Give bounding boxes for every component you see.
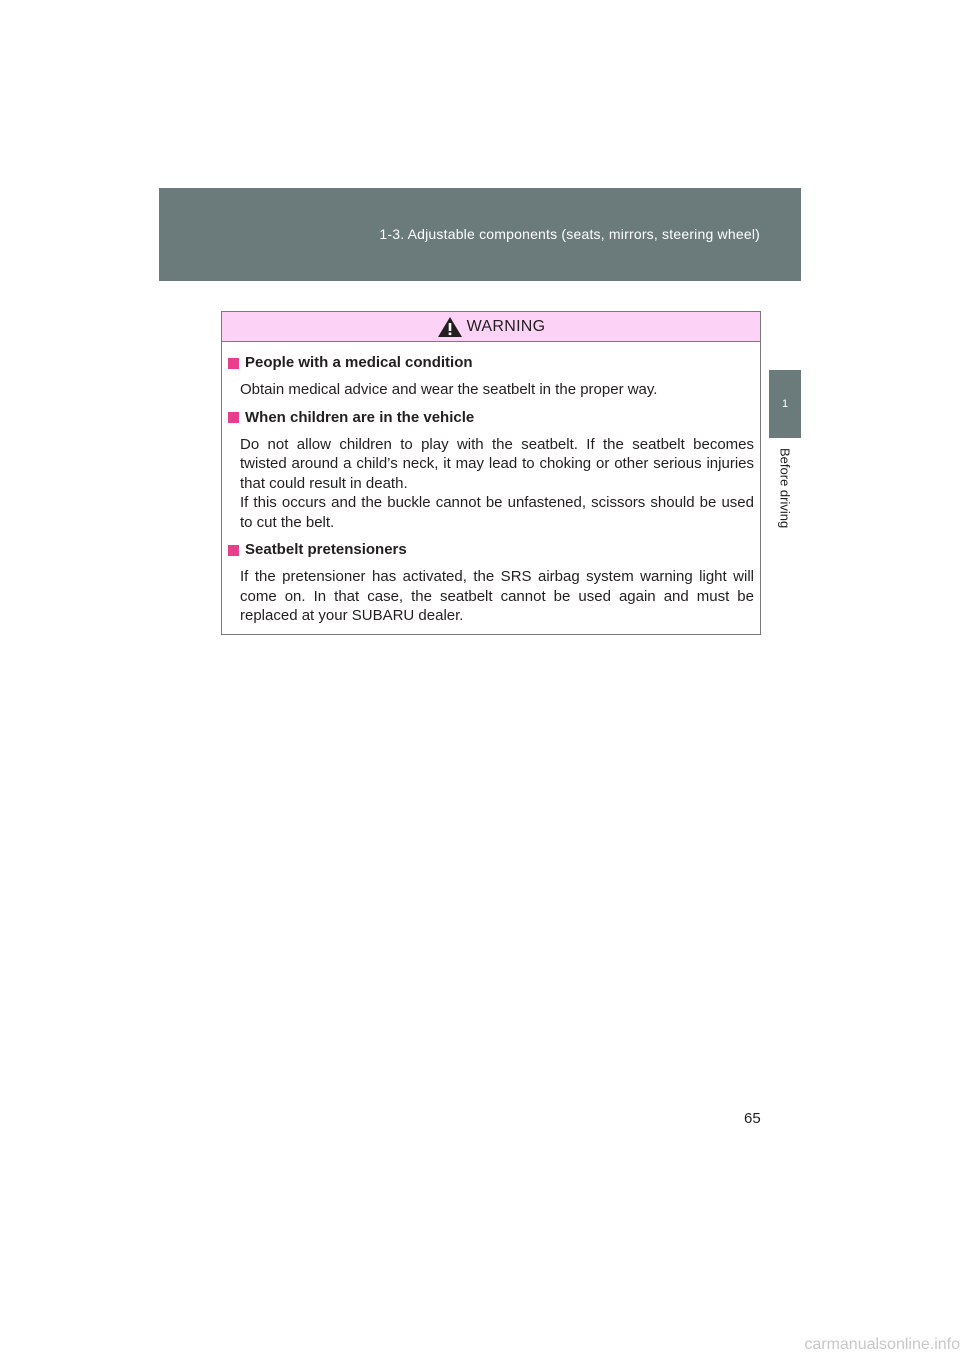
warning-item	[228, 409, 754, 533]
item-heading	[228, 541, 754, 559]
warning-item	[228, 541, 754, 626]
square-bullet-icon	[228, 412, 239, 423]
square-bullet-icon	[228, 545, 239, 556]
warning-header	[222, 312, 760, 342]
warning-item	[228, 354, 754, 400]
watermark: carmanualsonline.info	[804, 1336, 960, 1353]
chapter-tab	[769, 370, 801, 438]
page-number: 65	[744, 1110, 761, 1127]
item-paragraph: If the pretensioner has activated, the SRS airbag system warning light will come on. In that case, the seatbelt cannot be used again and must be replaced at your SUBARU dealer.	[240, 568, 754, 624]
item-text	[240, 380, 754, 400]
item-paragraph: Obtain medical advice and wear the seatbelt in the proper way.	[240, 381, 658, 398]
warning-title: WARNING	[466, 317, 546, 335]
item-text	[240, 435, 754, 533]
warning-triangle-icon	[437, 316, 463, 338]
item-heading-text: When children are in the vehicle	[245, 408, 475, 426]
section-title: 1-3. Adjustable components (seats, mirrors, steering wheel)	[379, 226, 760, 242]
item-paragraph: Do not allow children to play with the seatbelt. If the seatbelt becomes twisted around a child’s neck, it may lead to choking or other serious injuries that could result in death.	[240, 435, 754, 492]
chapter-number: 1	[781, 398, 789, 410]
item-heading-text: Seatbelt pretensioners	[245, 541, 407, 558]
warning-box	[221, 311, 761, 635]
item-heading-text: People with a medical condition	[245, 354, 473, 371]
item-text	[240, 567, 754, 626]
item-paragraph: If this occurs and the buckle cannot be unfastened, scissors should be used to cut the belt.	[240, 494, 754, 531]
header-bar	[159, 188, 801, 281]
item-heading	[228, 354, 754, 372]
square-bullet-icon	[228, 358, 239, 369]
chapter-label: Before driving	[777, 448, 793, 529]
item-heading	[228, 409, 754, 427]
warning-body	[222, 342, 760, 626]
